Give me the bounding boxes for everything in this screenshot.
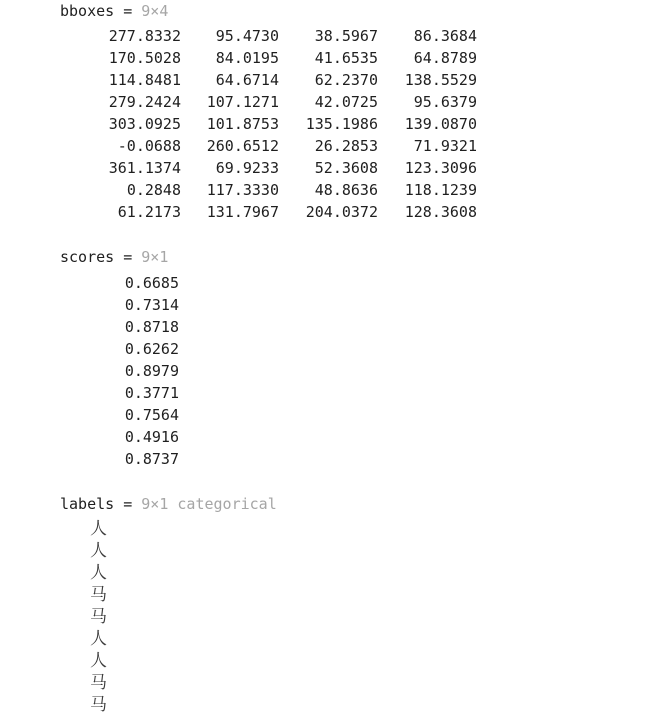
bboxes-equals: = bbox=[114, 2, 142, 20]
bboxes-cell: 303.0925 bbox=[108, 115, 181, 133]
bboxes-cell: 135.1986 bbox=[305, 115, 378, 133]
labels-equals: = bbox=[114, 495, 142, 513]
labels-cell: 人 bbox=[90, 629, 107, 649]
bboxes-cell: 128.3608 bbox=[404, 203, 477, 221]
bboxes-cell: 279.2424 bbox=[108, 93, 181, 111]
bboxes-cell: 204.0372 bbox=[305, 203, 378, 221]
scores-cell: 0.7314 bbox=[124, 296, 179, 314]
bboxes-cell: -0.0688 bbox=[117, 137, 181, 155]
scores-cell: 0.6262 bbox=[124, 340, 179, 358]
scores-var-name: scores bbox=[60, 248, 115, 266]
bboxes-cell: 71.9321 bbox=[413, 137, 477, 155]
labels-cell: 人 bbox=[90, 651, 107, 671]
bboxes-cell: 123.3096 bbox=[404, 159, 477, 177]
scores-cell: 0.8737 bbox=[124, 450, 179, 468]
labels-cell: 马 bbox=[90, 673, 107, 693]
bboxes-cell: 117.3330 bbox=[206, 181, 279, 199]
scores-size: 9×1 bbox=[141, 248, 169, 266]
bboxes-cell: 95.4730 bbox=[215, 27, 279, 45]
bboxes-cell: 61.2173 bbox=[117, 203, 181, 221]
bboxes-cell: 131.7967 bbox=[206, 203, 279, 221]
bboxes-cell: 260.6512 bbox=[206, 137, 279, 155]
scores-cell: 0.8718 bbox=[124, 318, 179, 336]
scores-cell: 0.8979 bbox=[124, 362, 179, 380]
labels-cell: 人 bbox=[90, 541, 107, 561]
labels-cell: 马 bbox=[90, 695, 107, 715]
bboxes-cell: 114.8481 bbox=[108, 71, 181, 89]
bboxes-cell: 69.9233 bbox=[215, 159, 279, 177]
scores-cell: 0.7564 bbox=[124, 406, 179, 424]
bboxes-cell: 52.3608 bbox=[314, 159, 378, 177]
bboxes-cell: 361.1374 bbox=[108, 159, 181, 177]
labels-var-name: labels bbox=[60, 495, 115, 513]
bboxes-cell: 26.2853 bbox=[314, 137, 378, 155]
labels-size: 9×1 categorical bbox=[141, 495, 277, 513]
bboxes-cell: 118.1239 bbox=[404, 181, 477, 199]
bboxes-cell: 170.5028 bbox=[108, 49, 181, 67]
labels-cell: 马 bbox=[90, 585, 107, 605]
scores-cell: 0.4916 bbox=[124, 428, 179, 446]
bboxes-cell: 42.0725 bbox=[314, 93, 378, 111]
scores-header bbox=[60, 246, 168, 268]
bboxes-header bbox=[60, 0, 168, 22]
labels-cell: 马 bbox=[90, 607, 107, 627]
scores-cell: 0.6685 bbox=[124, 274, 179, 292]
labels-header bbox=[60, 493, 277, 515]
scores-equals: = bbox=[114, 248, 142, 266]
bboxes-cell: 62.2370 bbox=[314, 71, 378, 89]
bboxes-cell: 64.8789 bbox=[413, 49, 477, 67]
bboxes-cell: 84.0195 bbox=[215, 49, 279, 67]
bboxes-cell: 139.0870 bbox=[404, 115, 477, 133]
scores-cell: 0.3771 bbox=[124, 384, 179, 402]
bboxes-cell: 86.3684 bbox=[413, 27, 477, 45]
bboxes-cell: 95.6379 bbox=[413, 93, 477, 111]
bboxes-var-name: bboxes bbox=[60, 2, 115, 20]
bboxes-cell: 0.2848 bbox=[126, 181, 181, 199]
labels-cell: 人 bbox=[90, 563, 107, 583]
bboxes-cell: 38.5967 bbox=[314, 27, 378, 45]
bboxes-cell: 138.5529 bbox=[404, 71, 477, 89]
bboxes-cell: 41.6535 bbox=[314, 49, 378, 67]
bboxes-cell: 101.8753 bbox=[206, 115, 279, 133]
bboxes-cell: 64.6714 bbox=[215, 71, 279, 89]
bboxes-size: 9×4 bbox=[141, 2, 169, 20]
bboxes-cell: 107.1271 bbox=[206, 93, 279, 111]
bboxes-cell: 48.8636 bbox=[314, 181, 378, 199]
bboxes-cell: 277.8332 bbox=[108, 27, 181, 45]
labels-cell: 人 bbox=[90, 519, 107, 539]
